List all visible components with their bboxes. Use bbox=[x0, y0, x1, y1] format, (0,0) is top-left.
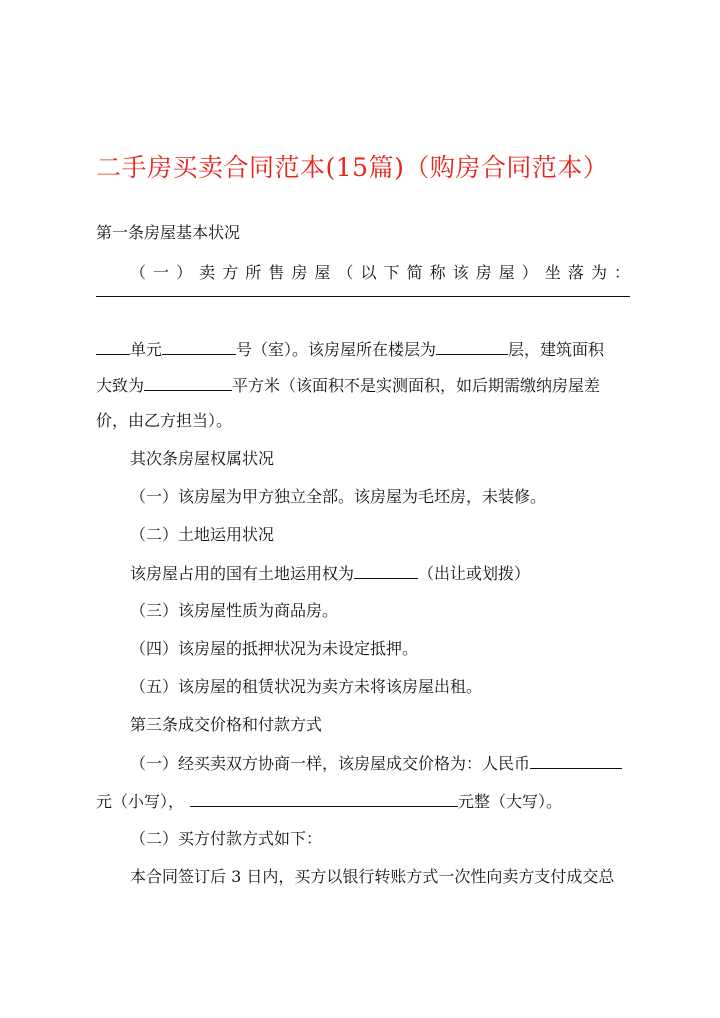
article1-item1-char: 卖 bbox=[199, 263, 216, 282]
article1-item1-char: ） bbox=[176, 263, 193, 282]
area-prefix: 大致为 bbox=[96, 376, 145, 395]
unit-floor-line bbox=[96, 336, 604, 363]
article1-item1-char: 该 bbox=[452, 263, 469, 282]
article1-item1-char: 房 bbox=[291, 263, 308, 282]
article1-item1-char: 一 bbox=[153, 263, 170, 282]
room-blank bbox=[162, 336, 236, 355]
article3-heading: 第三条成交价格和付款方式 bbox=[130, 715, 323, 734]
price-line bbox=[130, 750, 622, 777]
price-blank bbox=[530, 750, 622, 769]
article1-heading: 第一条房屋基本状况 bbox=[96, 223, 241, 242]
price-amount-line bbox=[96, 788, 562, 815]
article1-item1-char: 下 bbox=[383, 263, 400, 282]
land-blank bbox=[354, 560, 418, 579]
article2-item5: （五）该房屋的租赁状况为卖方未将该房屋出租。 bbox=[130, 677, 483, 696]
article3-item2: （二）买方付款方式如下： bbox=[130, 829, 323, 848]
article1-item1-line bbox=[130, 260, 630, 286]
room-label: 号（室）。该房屋所在楼层为 bbox=[236, 340, 437, 359]
article2-heading: 其次条房屋权属状况 bbox=[130, 449, 275, 468]
land-suffix: （出让或划拨） bbox=[418, 564, 531, 583]
price-prefix: （一）经买卖双方协商一样，该房屋成交价格为：人民币 bbox=[130, 754, 531, 773]
area-blank bbox=[144, 372, 232, 391]
small-label: 元（小写）， bbox=[96, 792, 185, 811]
address-blank-line bbox=[96, 296, 630, 297]
document-title: 二手房买卖合同范本(15篇)（购房合同范本） bbox=[96, 153, 609, 182]
article1-item1-char: 方 bbox=[222, 263, 239, 282]
article2-item3: （三）该房屋性质为商品房。 bbox=[130, 601, 339, 620]
article1-item1-char: 所 bbox=[245, 263, 262, 282]
article2-item4: （四）该房屋的抵押状况为未设定抵押。 bbox=[130, 639, 419, 658]
article1-item1-char: 坐 bbox=[544, 263, 561, 282]
land-use-line bbox=[130, 560, 530, 587]
article1-item1-char: 房 bbox=[475, 263, 492, 282]
big-amount-blank bbox=[190, 788, 458, 807]
unit-blank bbox=[96, 336, 130, 355]
article1-item1-char: （ bbox=[130, 263, 147, 282]
article1-item1-char: 以 bbox=[360, 263, 377, 282]
article2-item2: （二）土地运用状况 bbox=[130, 525, 275, 544]
area-line bbox=[96, 372, 600, 399]
floor-blank bbox=[436, 336, 508, 355]
area-suffix: 平方米（该面积不是实测面积，如后期需缴纳房屋差 bbox=[232, 376, 601, 395]
article1-item1-char: ： bbox=[613, 263, 630, 282]
article1-item1-char: 屋 bbox=[314, 263, 331, 282]
article1-item1-char: 屋 bbox=[498, 263, 515, 282]
article2-item1: （一）该房屋为甲方独立全部。该房屋为毛坯房，未装修。 bbox=[130, 487, 547, 506]
article1-item1-char: 售 bbox=[268, 263, 285, 282]
unit-label: 单元 bbox=[130, 340, 163, 359]
article1-item1-char: 简 bbox=[406, 263, 423, 282]
article1-item1-char: （ bbox=[337, 263, 354, 282]
payment-text: 本合同签订后 3 日内，买方以银行转账方式一次性向卖方支付成交总 bbox=[130, 867, 615, 886]
article1-item1-char: 称 bbox=[429, 263, 446, 282]
article1-item1-char: 落 bbox=[567, 263, 584, 282]
article1-item1-char: ） bbox=[521, 263, 538, 282]
article1-item1-char: 为 bbox=[590, 263, 607, 282]
floor-label: 层，建筑面积 bbox=[508, 340, 605, 359]
area-end-line: 价，由乙方担当）。 bbox=[96, 411, 233, 430]
big-label: 元整（大写）。 bbox=[458, 792, 563, 811]
land-prefix: 该房屋占用的国有土地运用权为 bbox=[130, 564, 355, 583]
